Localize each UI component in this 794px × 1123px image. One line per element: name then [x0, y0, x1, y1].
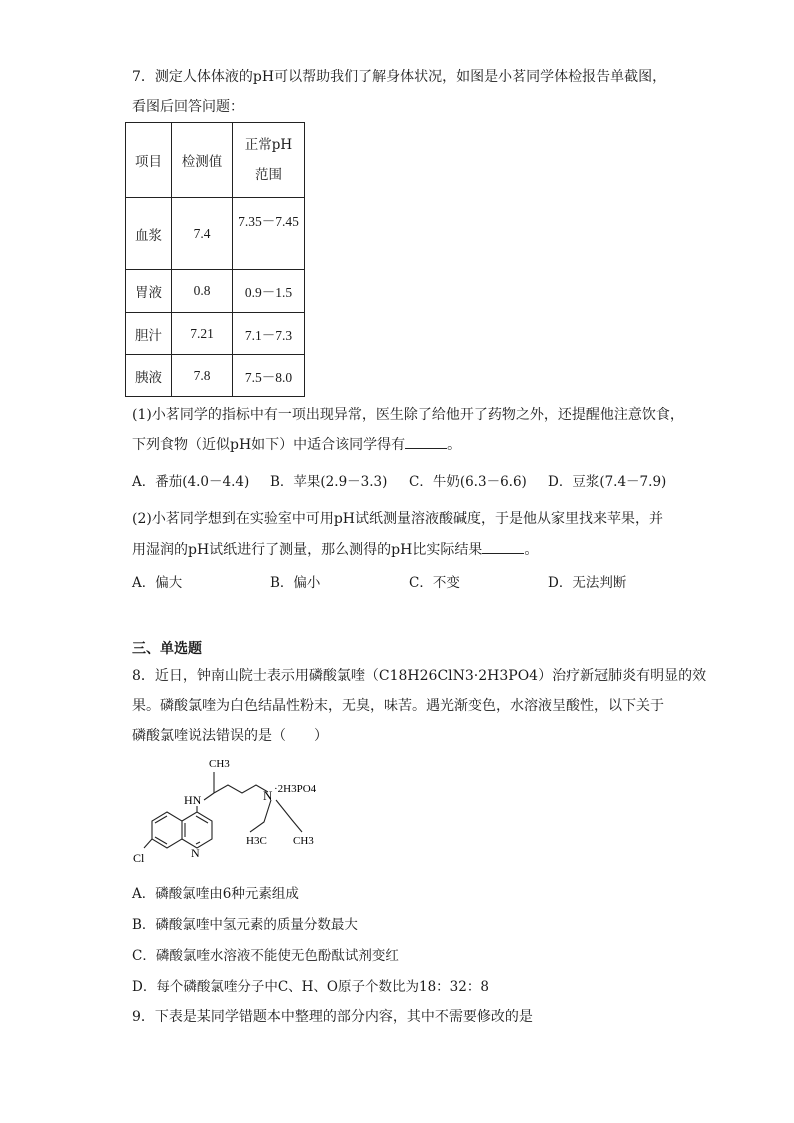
label-amine-n: N	[263, 788, 273, 803]
table-cell-item: 胃液	[126, 270, 172, 313]
q9-stem-line1: 9．下表是某同学错题本中整理的部分内容，其中不需要修改的是	[132, 1009, 533, 1025]
table-cell-item: 胰液	[126, 355, 172, 397]
section-heading: 三、单选题	[132, 641, 202, 657]
q7-sub2-option-a[interactable]: A．偏大	[132, 575, 183, 591]
table-header-item: 项目	[126, 123, 172, 198]
label-phosphate-salt: ·2H3PO4	[274, 783, 317, 795]
table-row	[126, 313, 305, 355]
ph-report-table	[125, 122, 305, 397]
table-cell-range: 7.1－7.3	[233, 313, 305, 355]
table-cell-value: 7.21	[172, 313, 233, 355]
q7-sub1-option-c[interactable]: C．牛奶(6.3－6.6)	[409, 474, 527, 490]
benzene-ring	[152, 812, 182, 848]
table-cell-range: 7.35－7.45	[233, 198, 305, 270]
q7-sub2-option-d[interactable]: D．无法判断	[548, 575, 627, 591]
q7-sub1-line2: 下列食物（近似pH如下）中适合该同学得有 。	[132, 434, 461, 454]
table-cell-value: 7.4	[172, 198, 233, 270]
label-ch3-top: CH3	[209, 758, 230, 770]
q7-sub1-option-b[interactable]: B．苹果(2.9－3.3)	[270, 474, 388, 490]
table-row	[126, 355, 305, 397]
table-header-value: 检测值	[172, 123, 233, 198]
q8-option-a[interactable]: A．磷酸氯喹由6种元素组成	[132, 886, 299, 902]
table-cell-range: 0.9－1.5	[233, 270, 305, 313]
q7-sub2-option-c[interactable]: C．不变	[409, 575, 460, 591]
answer-blank[interactable]	[405, 434, 447, 449]
q8-option-d[interactable]: D．每个磷酸氯喹分子中C、H、O原子个数比为18：32：8	[132, 979, 489, 995]
label-ch3-right: CH3	[293, 835, 314, 847]
table-cell-value: 0.8	[172, 270, 233, 313]
q7-stem-line1: 7．测定人体体液的pH可以帮助我们了解身体状况，如图是小茗同学体检报告单截图，	[132, 69, 667, 85]
label-h3c: H3C	[246, 835, 267, 847]
q7-sub2-line2: 用湿润的pH试纸进行了测量，那么测得的pH比实际结果 。	[132, 539, 538, 559]
chloroquine-phosphate-structure	[130, 752, 370, 870]
label-ring-n: N	[191, 846, 200, 860]
table-row	[126, 270, 305, 313]
table-cell-value: 7.8	[172, 355, 233, 397]
q7-sub2-option-b[interactable]: B．偏小	[270, 575, 321, 591]
answer-blank[interactable]	[482, 539, 524, 554]
table-cell-range: 7.5－8.0	[233, 355, 305, 397]
q7-sub1-line1: (1)小茗同学的指标中有一项出现异常，医生除了给他开了药物之外，还提醒他注意饮食，	[132, 407, 684, 423]
label-cl: Cl	[133, 851, 145, 865]
q8-option-c[interactable]: C．磷酸氯喹水溶液不能使无色酚酞试剂变红	[132, 948, 399, 964]
table-cell-item: 胆汁	[126, 313, 172, 355]
q8-option-b[interactable]: B．磷酸氯喹中氢元素的质量分数最大	[132, 917, 358, 933]
q7-stem-line2: 看图后回答问题：	[132, 99, 244, 115]
q8-stem-line1: 8．近日，钟南山院士表示用磷酸氯喹（C18H26ClN3·2H3PO4）治疗新冠肺炎有明显的效	[132, 668, 707, 684]
q7-sub2-line1: (2)小茗同学想到在实验室中可用pH试纸测量溶液酸碱度，于是他从家里找来苹果，并	[132, 511, 663, 527]
table-cell-item: 血浆	[126, 198, 172, 270]
table-header-range: 正常pH 范围	[233, 123, 305, 198]
q7-sub1-option-a[interactable]: A．番茄(4.0－4.4)	[132, 474, 250, 490]
q7-sub1-option-d[interactable]: D．豆浆(7.4－7.9)	[548, 474, 667, 490]
label-hn: HN	[184, 793, 202, 807]
q8-stem-line3: 磷酸氯喹说法错误的是（ ）	[132, 728, 328, 744]
pyridine-ring	[182, 812, 212, 848]
table-row	[126, 198, 305, 270]
q8-stem-line2: 果。磷酸氯喹为白色结晶性粉末，无臭，味苦。遇光渐变色，水溶液呈酸性，以下关于	[132, 698, 664, 714]
